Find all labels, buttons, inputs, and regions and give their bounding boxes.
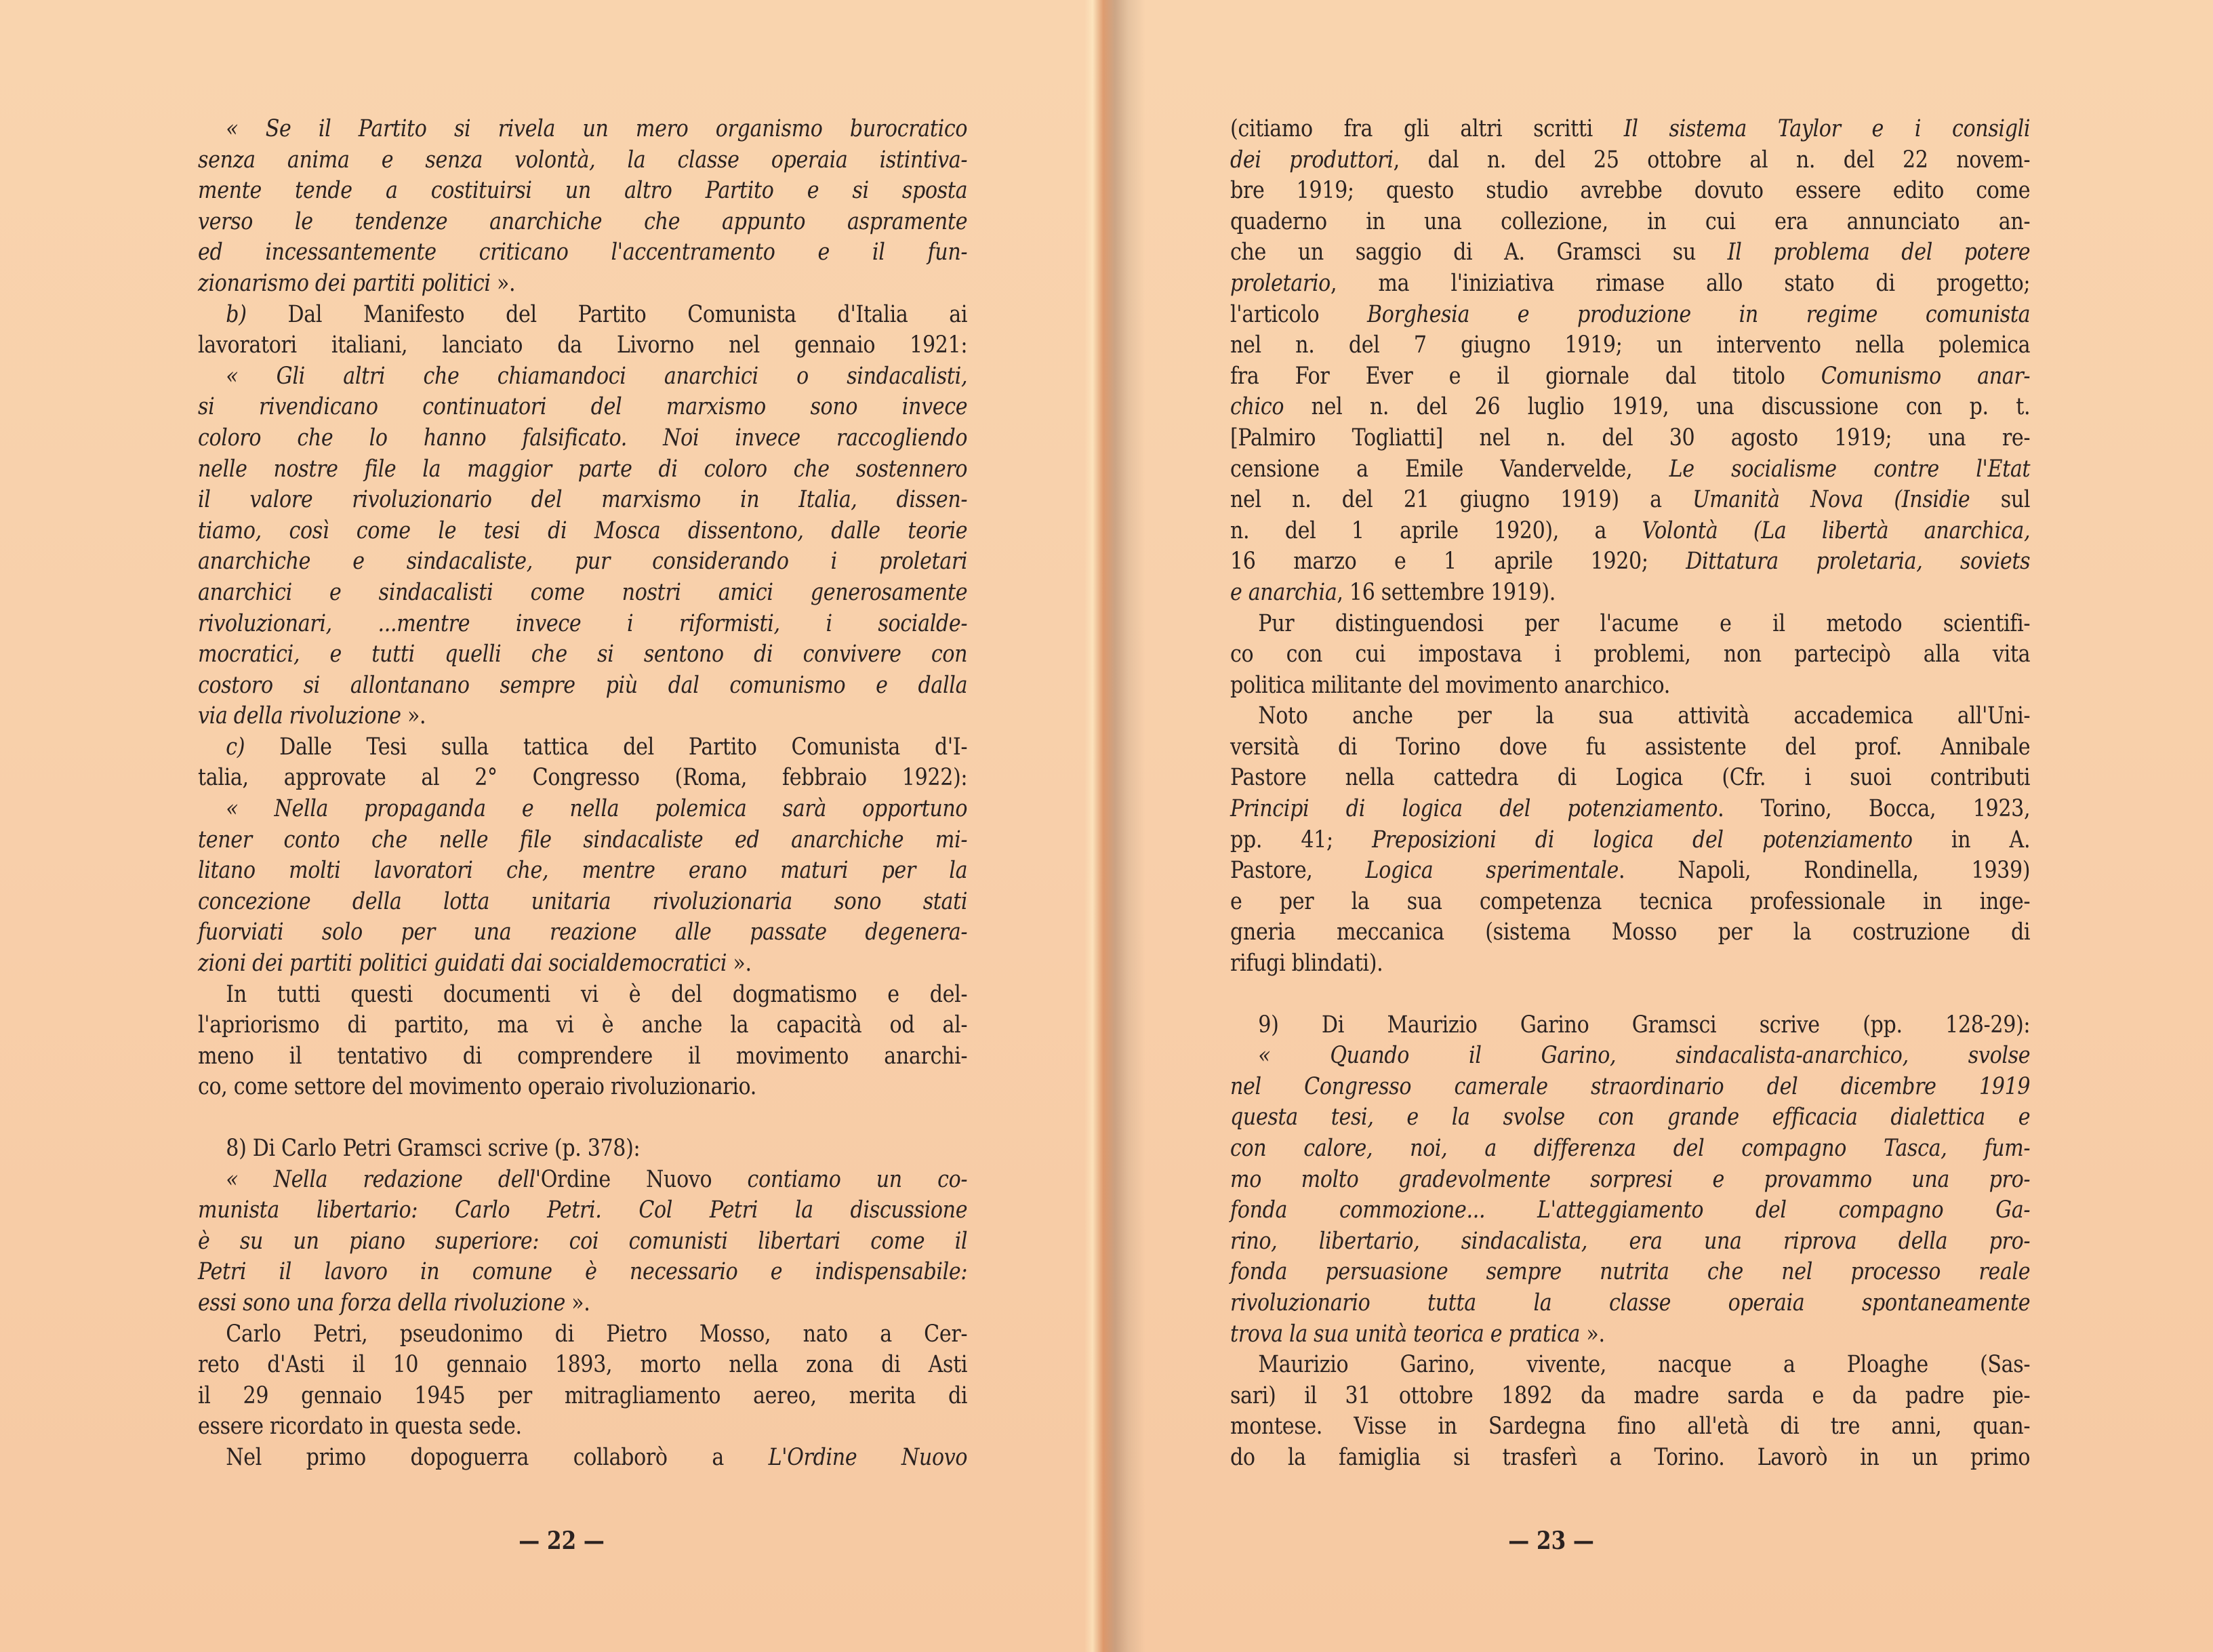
text-run: reto d'Asti il 10 gennaio 1893, morto nella zona di Asti — [198, 1351, 968, 1379]
text-line — [198, 176, 967, 207]
text-run: Pur distinguendosi per l'acume e il metodo scientifi- — [1258, 609, 2031, 637]
text-run: bre 1919; questo studio avrebbe dovuto essere edito come — [1230, 177, 2031, 205]
text-line — [1230, 1010, 2030, 1041]
italic-run: c) — [226, 733, 245, 761]
text-line — [1230, 1381, 2030, 1412]
text-run: Noto anche per la sua attività accademica all'Uni- — [1258, 702, 2031, 730]
italic-run: « Nella propaganda e nella polemica sarà opportuno — [226, 795, 968, 823]
text-line — [198, 763, 967, 794]
page-text — [1230, 114, 2030, 1474]
italic-run: Comunismo anar- — [1821, 362, 2031, 390]
text-run: . Torino, Bocca, 1923, — [1718, 795, 2031, 823]
text-run: Pastore nella cattedra di Logica (Cfr. i suoi contributi — [1230, 764, 2031, 792]
italic-run: fonda commozione... L'atteggiamento del compagno Ga- — [1230, 1196, 2031, 1224]
text-line — [198, 237, 967, 268]
text-line — [1230, 361, 2030, 392]
text-run: Carlo Petri, pseudonimo di Pietro Mosso, nato a Cer- — [226, 1320, 968, 1348]
text-run: lavoratori italiani, lanciato da Livorno nel gennaio 1921: — [198, 331, 968, 359]
text-line — [198, 1041, 967, 1072]
text-line — [1230, 578, 2030, 609]
italic-run: « Quando il Garino, sindacalista-anarchico, svolse — [1258, 1042, 2031, 1070]
italic-run: dei produttori — [1230, 146, 1394, 174]
italic-run: Il problema del potere — [1727, 239, 2031, 266]
italic-run: Logica sperimentale — [1365, 857, 1619, 885]
text-line — [1230, 268, 2030, 300]
text-run: in A. — [1912, 826, 2031, 853]
italic-run: ed incessantemente criticano l'accentramento e il fun- — [198, 239, 968, 266]
italic-run: verso le tendenze anarchiche che appunto aspramente — [198, 207, 968, 235]
text-run: rifugi blindati). — [1230, 950, 1383, 978]
text-line — [1230, 1072, 2030, 1103]
italic-run: « Gli altri che chiamandoci anarchici o sindacalisti, — [226, 362, 968, 390]
text-line — [1230, 825, 2030, 856]
page-number: — 23 — — [1508, 1527, 1594, 1555]
left-page — [0, 0, 1101, 1652]
text-line — [198, 454, 967, 485]
text-line — [198, 948, 967, 980]
text-line — [198, 609, 967, 640]
text-line — [198, 1288, 967, 1319]
italic-run: L'Ordine Nuovo — [768, 1443, 968, 1471]
text-run: l'apriorismo di partito, ma vi è anche la capacità od al- — [198, 1011, 968, 1039]
italic-run: Umanità Nova (Insidie — [1692, 486, 1970, 514]
text-line — [198, 145, 967, 176]
text-line — [1230, 454, 2030, 485]
text-line — [198, 330, 967, 361]
italic-run: « Nella redazione dell' — [226, 1165, 541, 1193]
text-line — [198, 546, 967, 578]
text-line — [198, 1411, 967, 1443]
italic-run: essi sono una forza della rivoluzione — [198, 1289, 565, 1316]
text-run: che un saggio di A. Gramsci su — [1230, 239, 1728, 266]
text-run: ». — [727, 950, 752, 978]
text-line — [1230, 1443, 2030, 1474]
italic-run: fuorviati solo per una reazione alle passate degenera- — [198, 919, 968, 946]
italic-run: munista libertario: Carlo Petri. Col Petri la discussione — [198, 1196, 968, 1224]
text-line — [198, 392, 967, 423]
text-run: nel n. del 21 giugno 1919) a — [1230, 486, 1693, 514]
text-run: pp. 41; — [1230, 826, 1373, 853]
italic-run: Petri il lavoro in comune è necessario e indispensabile: — [198, 1258, 968, 1286]
text-run: ». — [565, 1289, 590, 1316]
text-line — [1230, 237, 2030, 268]
italic-run: rino, libertario, sindacalista, era una riprova della pro- — [1230, 1227, 2031, 1255]
text-run: politica militante del movimento anarchico. — [1230, 671, 1670, 699]
text-line — [1230, 1319, 2030, 1350]
text-run: gneria meccanica (sistema Mosso per la costruzione di — [1230, 919, 2031, 946]
italic-run: costoro si allontanano sempre più dal comunismo e dalla — [198, 671, 968, 699]
text-run: sul — [1970, 486, 2031, 514]
italic-run: via della rivoluzione — [198, 702, 401, 730]
text-run: Nel primo dopoguerra collaborò a — [226, 1443, 769, 1471]
italic-run: coloro che lo hanno falsificato. Noi invece raccogliendo — [198, 424, 968, 451]
text-run: quaderno in una collezione, in cui era annunciato an- — [1230, 207, 2031, 235]
text-run: Pastore, — [1230, 857, 1366, 885]
text-line — [198, 1381, 967, 1412]
text-run: 9) Di Maurizio Garino Gramsci scrive (pp. 128-29): — [1258, 1011, 2031, 1039]
text-run: 16 marzo e 1 aprile 1920; — [1230, 548, 1686, 576]
text-line — [198, 207, 967, 238]
text-run: Dal Manifesto del Partito Comunista d'Italia ai — [246, 300, 968, 328]
italic-run: il valore rivoluzionario del marxismo in Italia, dissen- — [198, 486, 968, 514]
text-run: In tutti questi documenti vi è del dogmatismo e del- — [226, 980, 968, 1008]
italic-run: proletario — [1230, 269, 1331, 297]
text-run: essere ricordato in questa sede. — [198, 1413, 522, 1441]
text-line — [198, 268, 967, 300]
text-run: l'articolo — [1230, 300, 1368, 328]
italic-run: anarchici e sindacalisti come nostri amici generosamente — [198, 578, 968, 606]
text-line — [1230, 732, 2030, 763]
text-line — [198, 825, 967, 856]
text-run: 8) Di Carlo Petri Gramsci scrive (p. 378): — [226, 1135, 641, 1162]
italic-run: tiamo, così come le tesi di Mosca dissentono, dalle teorie — [198, 517, 968, 544]
text-line — [198, 670, 967, 702]
text-line — [1230, 300, 2030, 331]
text-line — [198, 1443, 967, 1474]
text-line — [1230, 1102, 2030, 1133]
text-line — [198, 701, 967, 732]
text-line — [1230, 917, 2030, 948]
text-line — [198, 855, 967, 887]
text-run: nel n. del 26 luglio 1919, una discussione con p. t. — [1284, 393, 2031, 421]
italic-run: concezione della lotta unitaria rivoluzionaria sono stati — [198, 887, 968, 915]
italic-run: si rivendicano continuatori del marxismo sono invece — [198, 393, 968, 421]
text-run: (citiamo fra gli altri scritti — [1230, 115, 1624, 142]
text-line — [1230, 701, 2030, 732]
text-line — [1230, 1411, 2030, 1443]
italic-run: Principi di logica del potenziamento — [1230, 795, 1718, 823]
italic-run: è su un piano superiore: coi comunisti libertari come il — [198, 1227, 968, 1255]
text-line — [198, 1165, 967, 1196]
text-run: . Napoli, Rondinella, 1939) — [1618, 857, 2031, 885]
italic-run: litano molti lavoratori che, mentre erano maturi per la — [198, 857, 968, 885]
text-run: ». — [401, 702, 426, 730]
italic-run: Borghesia e produzione in regime comunista — [1367, 300, 2031, 328]
text-run: , ma l'iniziativa rimase allo stato di progetto; — [1330, 269, 2031, 297]
page-number: — 22 — — [519, 1527, 605, 1555]
text-run: versità di Torino dove fu assistente del prof. Annibale — [1230, 733, 2031, 761]
text-line — [1230, 1257, 2030, 1288]
text-line — [1230, 176, 2030, 207]
italic-run: fonda persuasione sempre nutrita che nel processo reale — [1230, 1258, 2031, 1286]
text-run: co con cui impostava i problemi, non partecipò alla vita — [1230, 641, 2031, 668]
text-line — [198, 980, 967, 1011]
text-line — [198, 1010, 967, 1041]
text-line — [1230, 1195, 2030, 1226]
text-line — [1230, 423, 2030, 454]
text-line — [198, 361, 967, 392]
italic-run: zioni dei partiti politici guidati dai socialdemocratici — [198, 950, 727, 978]
page-text — [198, 114, 967, 1474]
text-run: fra For Ever e il giornale dal titolo — [1230, 362, 1821, 390]
text-run: ». — [490, 269, 516, 297]
text-run: talia, approvate al 2° Congresso (Roma, febbraio 1922): — [198, 764, 968, 792]
text-line — [198, 1133, 967, 1165]
text-line — [198, 1319, 967, 1350]
italic-run: con calore, noi, a differenza del compagno Tasca, fum- — [1230, 1135, 2031, 1162]
text-line — [1230, 855, 2030, 887]
italic-run: Dittatura proletaria, soviets — [1686, 548, 2031, 576]
italic-run: Il sistema Taylor e i consigli — [1623, 115, 2031, 142]
text-run: nel n. del 7 giugno 1919; un intervento nella polemica — [1230, 331, 2031, 359]
text-run: meno il tentativo di comprendere il movimento anarchi- — [198, 1042, 968, 1070]
text-line — [1230, 1133, 2030, 1165]
text-run: , 16 settembre 1919). — [1337, 578, 1556, 606]
text-line — [1230, 207, 2030, 238]
text-line — [1230, 670, 2030, 702]
text-line — [198, 639, 967, 670]
text-line — [198, 1350, 967, 1381]
right-page — [1125, 0, 2213, 1652]
text-run: Ordine Nuovo — [540, 1165, 712, 1193]
text-line — [198, 794, 967, 825]
text-line — [198, 887, 967, 918]
text-run: , dal n. del 25 ottobre al n. del 22 novem- — [1393, 146, 2031, 174]
italic-run: trova la sua unità teorica e pratica — [1230, 1320, 1581, 1348]
text-line — [198, 1072, 967, 1103]
text-line — [1230, 763, 2030, 794]
text-run: il 29 gennaio 1945 per mitragliamento aereo, merita di — [198, 1382, 968, 1409]
italic-run: contiamo un co- — [712, 1165, 968, 1193]
italic-run: senza anima e senza volontà, la classe operaia istintiva- — [198, 146, 968, 174]
text-line — [1230, 1288, 2030, 1319]
italic-run: mente tende a costituirsi un altro Partito e si sposta — [198, 177, 968, 205]
text-line — [198, 1195, 967, 1226]
text-line — [198, 423, 967, 454]
italic-run: rivoluzionari, ...mentre invece i riformisti, i socialde- — [198, 609, 968, 637]
text-line — [1230, 887, 2030, 918]
text-run: Dalle Tesi sulla tattica del Partito Comunista d'I- — [245, 733, 968, 761]
text-line — [1230, 1165, 2030, 1196]
italic-run: tener conto che nelle file sindacaliste ed anarchiche mi- — [198, 826, 968, 853]
text-run: censione a Emile Vandervelde, — [1230, 455, 1669, 483]
text-line — [1230, 794, 2030, 825]
text-run: Maurizio Garino, vivente, nacque a Ploaghe (Sas- — [1258, 1351, 2031, 1379]
italic-run: nel Congresso camerale straordinario del dicembre 1919 — [1230, 1072, 2031, 1100]
text-run: do la famiglia si trasferì a Torino. Lavorò in un primo — [1230, 1443, 2031, 1471]
italic-run: Preposizioni di logica del potenziamento — [1372, 826, 1913, 853]
text-line — [1230, 516, 2030, 547]
italic-run: Volontà (La libertà anarchica, — [1642, 517, 2031, 544]
text-line — [198, 114, 967, 145]
text-run: montese. Visse in Sardegna fino all'età di tre anni, quan- — [1230, 1413, 2031, 1441]
text-run: n. del 1 aprile 1920), a — [1230, 517, 1642, 544]
italic-run: nelle nostre file la maggior parte di coloro che sostennero — [198, 455, 968, 483]
text-line — [198, 732, 967, 763]
text-line — [198, 578, 967, 609]
italic-run: b) — [226, 300, 247, 328]
text-line — [1230, 639, 2030, 670]
text-line — [198, 485, 967, 516]
text-line — [198, 917, 967, 948]
text-line — [1230, 609, 2030, 640]
text-line — [198, 516, 967, 547]
text-run: ». — [1580, 1320, 1605, 1348]
italic-run: rivoluzionario tutta la classe operaia spontaneamente — [1230, 1289, 2031, 1316]
italic-run: mo molto gradevolmente sorpresi e provammo una pro- — [1230, 1165, 2031, 1193]
text-line — [1230, 330, 2030, 361]
italic-run: e anarchia — [1230, 578, 1337, 606]
text-line — [1230, 145, 2030, 176]
italic-run: Le socialisme contre l'Etat — [1669, 455, 2031, 483]
text-run: sari) il 31 ottobre 1892 da madre sarda e da padre pie- — [1230, 1382, 2031, 1409]
italic-run: mocratici, e tutti quelli che si sentono di convivere con — [198, 641, 968, 668]
text-line — [1230, 1350, 2030, 1381]
text-line — [1230, 485, 2030, 516]
text-line — [1230, 114, 2030, 145]
text-run: e per la sua competenza tecnica professionale in inge- — [1230, 887, 2031, 915]
text-line — [1230, 392, 2030, 423]
italic-run: « Se il Partito si rivela un mero organismo burocratico — [226, 115, 968, 142]
text-run: co, come settore del movimento operaio rivoluzionario. — [198, 1073, 757, 1101]
italic-run: chico — [1230, 393, 1284, 421]
italic-run: zionarismo dei partiti politici — [198, 269, 491, 297]
text-line — [1230, 546, 2030, 578]
text-run: [Palmiro Togliatti] nel n. del 30 agosto 1919; una re- — [1230, 424, 2031, 451]
italic-run: anarchiche e sindacaliste, pur considerando i proletari — [198, 548, 968, 576]
text-line — [1230, 1041, 2030, 1072]
text-line — [198, 300, 967, 331]
text-line — [1230, 1226, 2030, 1257]
text-line — [1230, 948, 2030, 980]
text-line — [198, 1226, 967, 1257]
text-line — [198, 1257, 967, 1288]
italic-run: questa tesi, e la svolse con grande efficacia dialettica e — [1230, 1104, 2031, 1131]
